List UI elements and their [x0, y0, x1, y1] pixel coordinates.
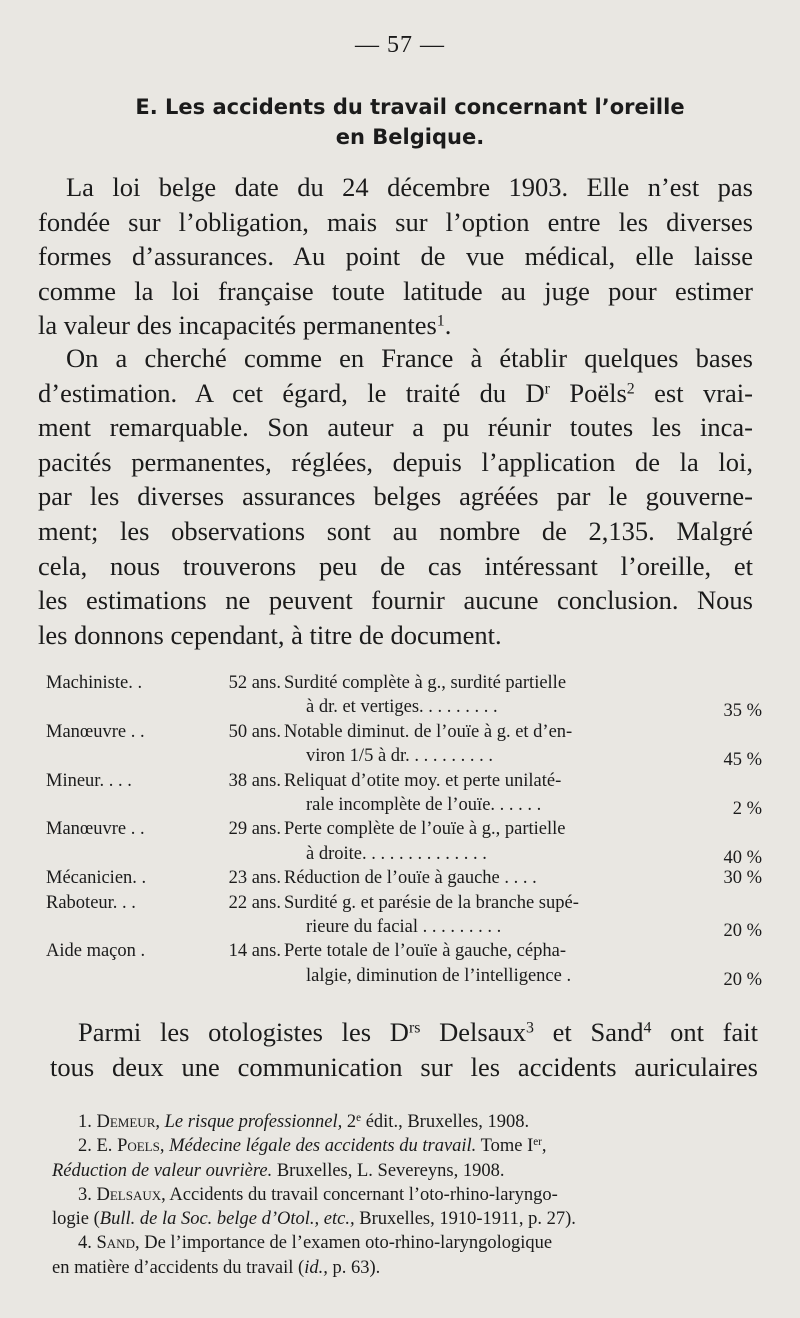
superscript: er	[533, 1136, 542, 1149]
paragraph-line: par les diverses assurances belges agréées par le gouverne-	[38, 481, 753, 512]
text-span: est vrai-	[634, 377, 753, 408]
footnote-ref-4: 4	[643, 1019, 652, 1037]
footnote-author: Delsaux,	[96, 1184, 166, 1205]
footnote-number: 1.	[78, 1112, 92, 1132]
paragraph-line	[38, 308, 753, 343]
case-percent: 20 %	[723, 969, 762, 990]
case-line	[284, 744, 762, 771]
section-title-line-1: E. Les accidents du travail concernant l’oreille	[135, 95, 685, 119]
footnote-line	[52, 1110, 764, 1134]
footnote-number: 4.	[78, 1233, 92, 1254]
text-span: en matière d’accidents du travail (	[52, 1257, 305, 1278]
case-line: Notable diminut. de l’ouïe à g. et d’en-	[284, 721, 573, 742]
section-title	[60, 92, 760, 152]
case-occupation: Manœuvre . .	[46, 721, 145, 742]
case-age: 29 ans.	[228, 819, 281, 840]
case-percent: 2 %	[732, 799, 762, 820]
case-description	[284, 939, 762, 988]
footnote-1	[52, 1110, 764, 1134]
case-line	[284, 793, 762, 820]
paragraph-3	[50, 1015, 758, 1084]
footnote-line	[52, 1231, 764, 1255]
case-occupation: Raboteur. . .	[46, 892, 136, 913]
footnote-3	[52, 1183, 764, 1232]
case-line	[284, 915, 762, 942]
case-line-text: à dr. et vertiges. . . . . . . . .	[306, 697, 498, 718]
paragraph-1	[38, 170, 753, 343]
case-entry	[46, 720, 762, 769]
footnote-2	[52, 1134, 764, 1183]
case-line-text: lalgie, diminution de l’intelligence .	[306, 965, 572, 986]
paragraph-line: les donnons cependant, à titre de document.	[38, 619, 502, 650]
text-span: édit., Bruxelles, 1908.	[361, 1112, 530, 1132]
case-line-text: rieure du facial . . . . . . . . .	[306, 917, 502, 938]
paragraph-line: les estimations ne peuvent fournir aucune conclusion. Nous	[38, 585, 753, 616]
paragraph-line: pacités permanentes, réglées, depuis l’application de la loi,	[38, 446, 753, 477]
text-span: p. 63).	[327, 1257, 381, 1278]
footnote-title: id.,	[304, 1257, 328, 1278]
page-number: — 57 —	[355, 32, 445, 58]
case-entry	[46, 671, 762, 720]
case-entry	[46, 891, 762, 940]
paragraph-2	[38, 341, 753, 652]
paragraph-line: On a cherché comme en France à établir quelques bases	[66, 343, 753, 373]
footnote-line	[52, 1159, 764, 1183]
text-span: Bruxelles, 1910-1911, p. 27).	[354, 1209, 576, 1230]
case-percent: 20 %	[723, 921, 762, 942]
case-occupation: Mineur. . . .	[46, 770, 132, 791]
text-span: Poëls	[549, 377, 627, 408]
paragraph-line	[38, 376, 753, 411]
case-description	[284, 817, 762, 866]
footnote-author: Poels,	[117, 1136, 165, 1157]
case-age: 14 ans.	[228, 941, 281, 962]
footnote-title: Réduction de valeur ouvrière.	[52, 1160, 273, 1181]
case-age: 50 ans.	[228, 721, 281, 742]
paragraph-line: cela, nous trouverons peu de cas intéressant l’oreille, et	[38, 550, 753, 581]
footnote-number: 3.	[78, 1184, 92, 1205]
text-span: d’estimation. A cet égard, le traité du D	[38, 377, 545, 408]
text-span: Parmi les otologistes les D	[78, 1017, 409, 1047]
case-line: Surdité complète à g., surdité partielle	[284, 673, 567, 693]
case-line-text: Réduction de l’ouïe à gauche . . . .	[284, 868, 537, 889]
case-line: Reliquat d’otite moy. et perte unilaté-	[284, 770, 562, 791]
footnote-title: Médecine légale des accidents du travail.	[169, 1136, 477, 1157]
case-occupation: Machiniste. .	[46, 673, 143, 693]
case-line: Surdité g. et parésie de la branche supé-	[284, 892, 579, 913]
sentence-end: .	[444, 310, 452, 341]
case-line: Perte complète de l’ouïe à g., partielle	[284, 819, 566, 840]
case-age: 23 ans.	[228, 868, 281, 889]
case-line	[284, 842, 762, 866]
paragraph-line	[50, 1015, 758, 1050]
case-line	[284, 964, 762, 988]
case-list	[46, 671, 762, 988]
footnote-line	[52, 1207, 764, 1231]
text-span: Delsaux	[420, 1017, 526, 1047]
case-percent: 30 %	[723, 868, 762, 889]
paragraph-line-text: la valeur des incapacités permanentes	[38, 310, 437, 341]
text-span: Accidents du travail concernant l’oto-rhino-laryngo-	[165, 1184, 558, 1205]
paragraph-line: tous deux une communication sur les accidents auriculaires	[50, 1051, 758, 1082]
case-line: Perte totale de l’ouïe à gauche, cépha-	[284, 941, 566, 962]
text-span: Bruxelles, L. Severeyns, 1908.	[272, 1160, 505, 1181]
paragraph-line: fondée sur l’obligation, mais sur l’option entre les diverses	[38, 206, 753, 237]
case-entry	[46, 866, 762, 890]
superscript: e	[356, 1111, 362, 1124]
footnote-initial: E.	[96, 1136, 113, 1157]
footnote-title: Bull. de la Soc. belge d’Otol., etc.,	[99, 1209, 355, 1230]
footnotes	[52, 1110, 764, 1280]
text-span: De l’importance de l’examen oto-rhino-laryngologique	[139, 1233, 553, 1254]
case-occupation: Aide maçon .	[46, 941, 146, 962]
case-description	[284, 866, 762, 890]
case-percent: 35 %	[723, 701, 762, 722]
case-entry	[46, 769, 762, 818]
case-age: 52 ans.	[228, 673, 281, 693]
text-span: et Sand	[533, 1017, 644, 1047]
case-line-text: rale incomplète de l’ouïe. . . . . .	[306, 795, 542, 816]
text-span: ,	[541, 1136, 547, 1157]
footnote-author: Sand,	[96, 1233, 140, 1254]
case-line-text: viron 1/5 à dr. . . . . . . . . .	[306, 746, 494, 767]
paragraph-line: La loi belge date du 24 décembre 1903. Elle n’est pas	[66, 172, 753, 202]
superscript: r	[544, 379, 550, 397]
case-percent: 40 %	[723, 847, 762, 868]
paragraph-line: ment; les observations sont au nombre de 2,135. Malgré	[38, 515, 753, 546]
footnote-title: Le risque professionnel,	[164, 1112, 343, 1132]
section-title-line-2: en Belgique.	[335, 125, 485, 149]
footnote-ref-2: 2	[626, 379, 635, 397]
text-span: ont fait	[651, 1017, 758, 1047]
case-description	[284, 769, 762, 818]
text-span: logie (	[52, 1209, 100, 1230]
footnote-line	[52, 1183, 764, 1207]
case-percent: 45 %	[723, 750, 762, 771]
footnote-ref-3: 3	[525, 1019, 534, 1037]
case-description	[284, 671, 762, 720]
footnote-line	[52, 1256, 764, 1280]
footnote-number: 2.	[78, 1136, 92, 1157]
paragraph-line: comme la loi française toute latitude au juge pour estimer	[38, 275, 753, 306]
case-line	[284, 866, 762, 890]
case-occupation: Mécanicien. .	[46, 868, 147, 889]
case-entry	[46, 939, 762, 988]
footnote-author: Demeur,	[96, 1112, 160, 1132]
case-age: 22 ans.	[228, 892, 281, 913]
paragraph-line: formes d’assurances. Au point de vue médical, elle laisse	[38, 241, 753, 272]
paragraph-line: ment remarquable. Son auteur a pu réunir toutes les inca-	[38, 412, 753, 443]
footnote-line	[52, 1134, 764, 1158]
footnote-4	[52, 1231, 764, 1280]
case-line	[284, 695, 762, 722]
text-span: Tome I	[476, 1136, 534, 1157]
footnote-ref-1: 1	[436, 312, 445, 330]
text-span: 2	[342, 1112, 357, 1132]
case-description	[284, 891, 762, 940]
superscript: rs	[408, 1019, 421, 1037]
case-age: 38 ans.	[228, 770, 281, 791]
case-line-text: à droite. . . . . . . . . . . . . .	[306, 843, 487, 864]
case-description	[284, 720, 762, 769]
case-occupation: Manœuvre . .	[46, 819, 145, 840]
case-entry	[46, 817, 762, 866]
